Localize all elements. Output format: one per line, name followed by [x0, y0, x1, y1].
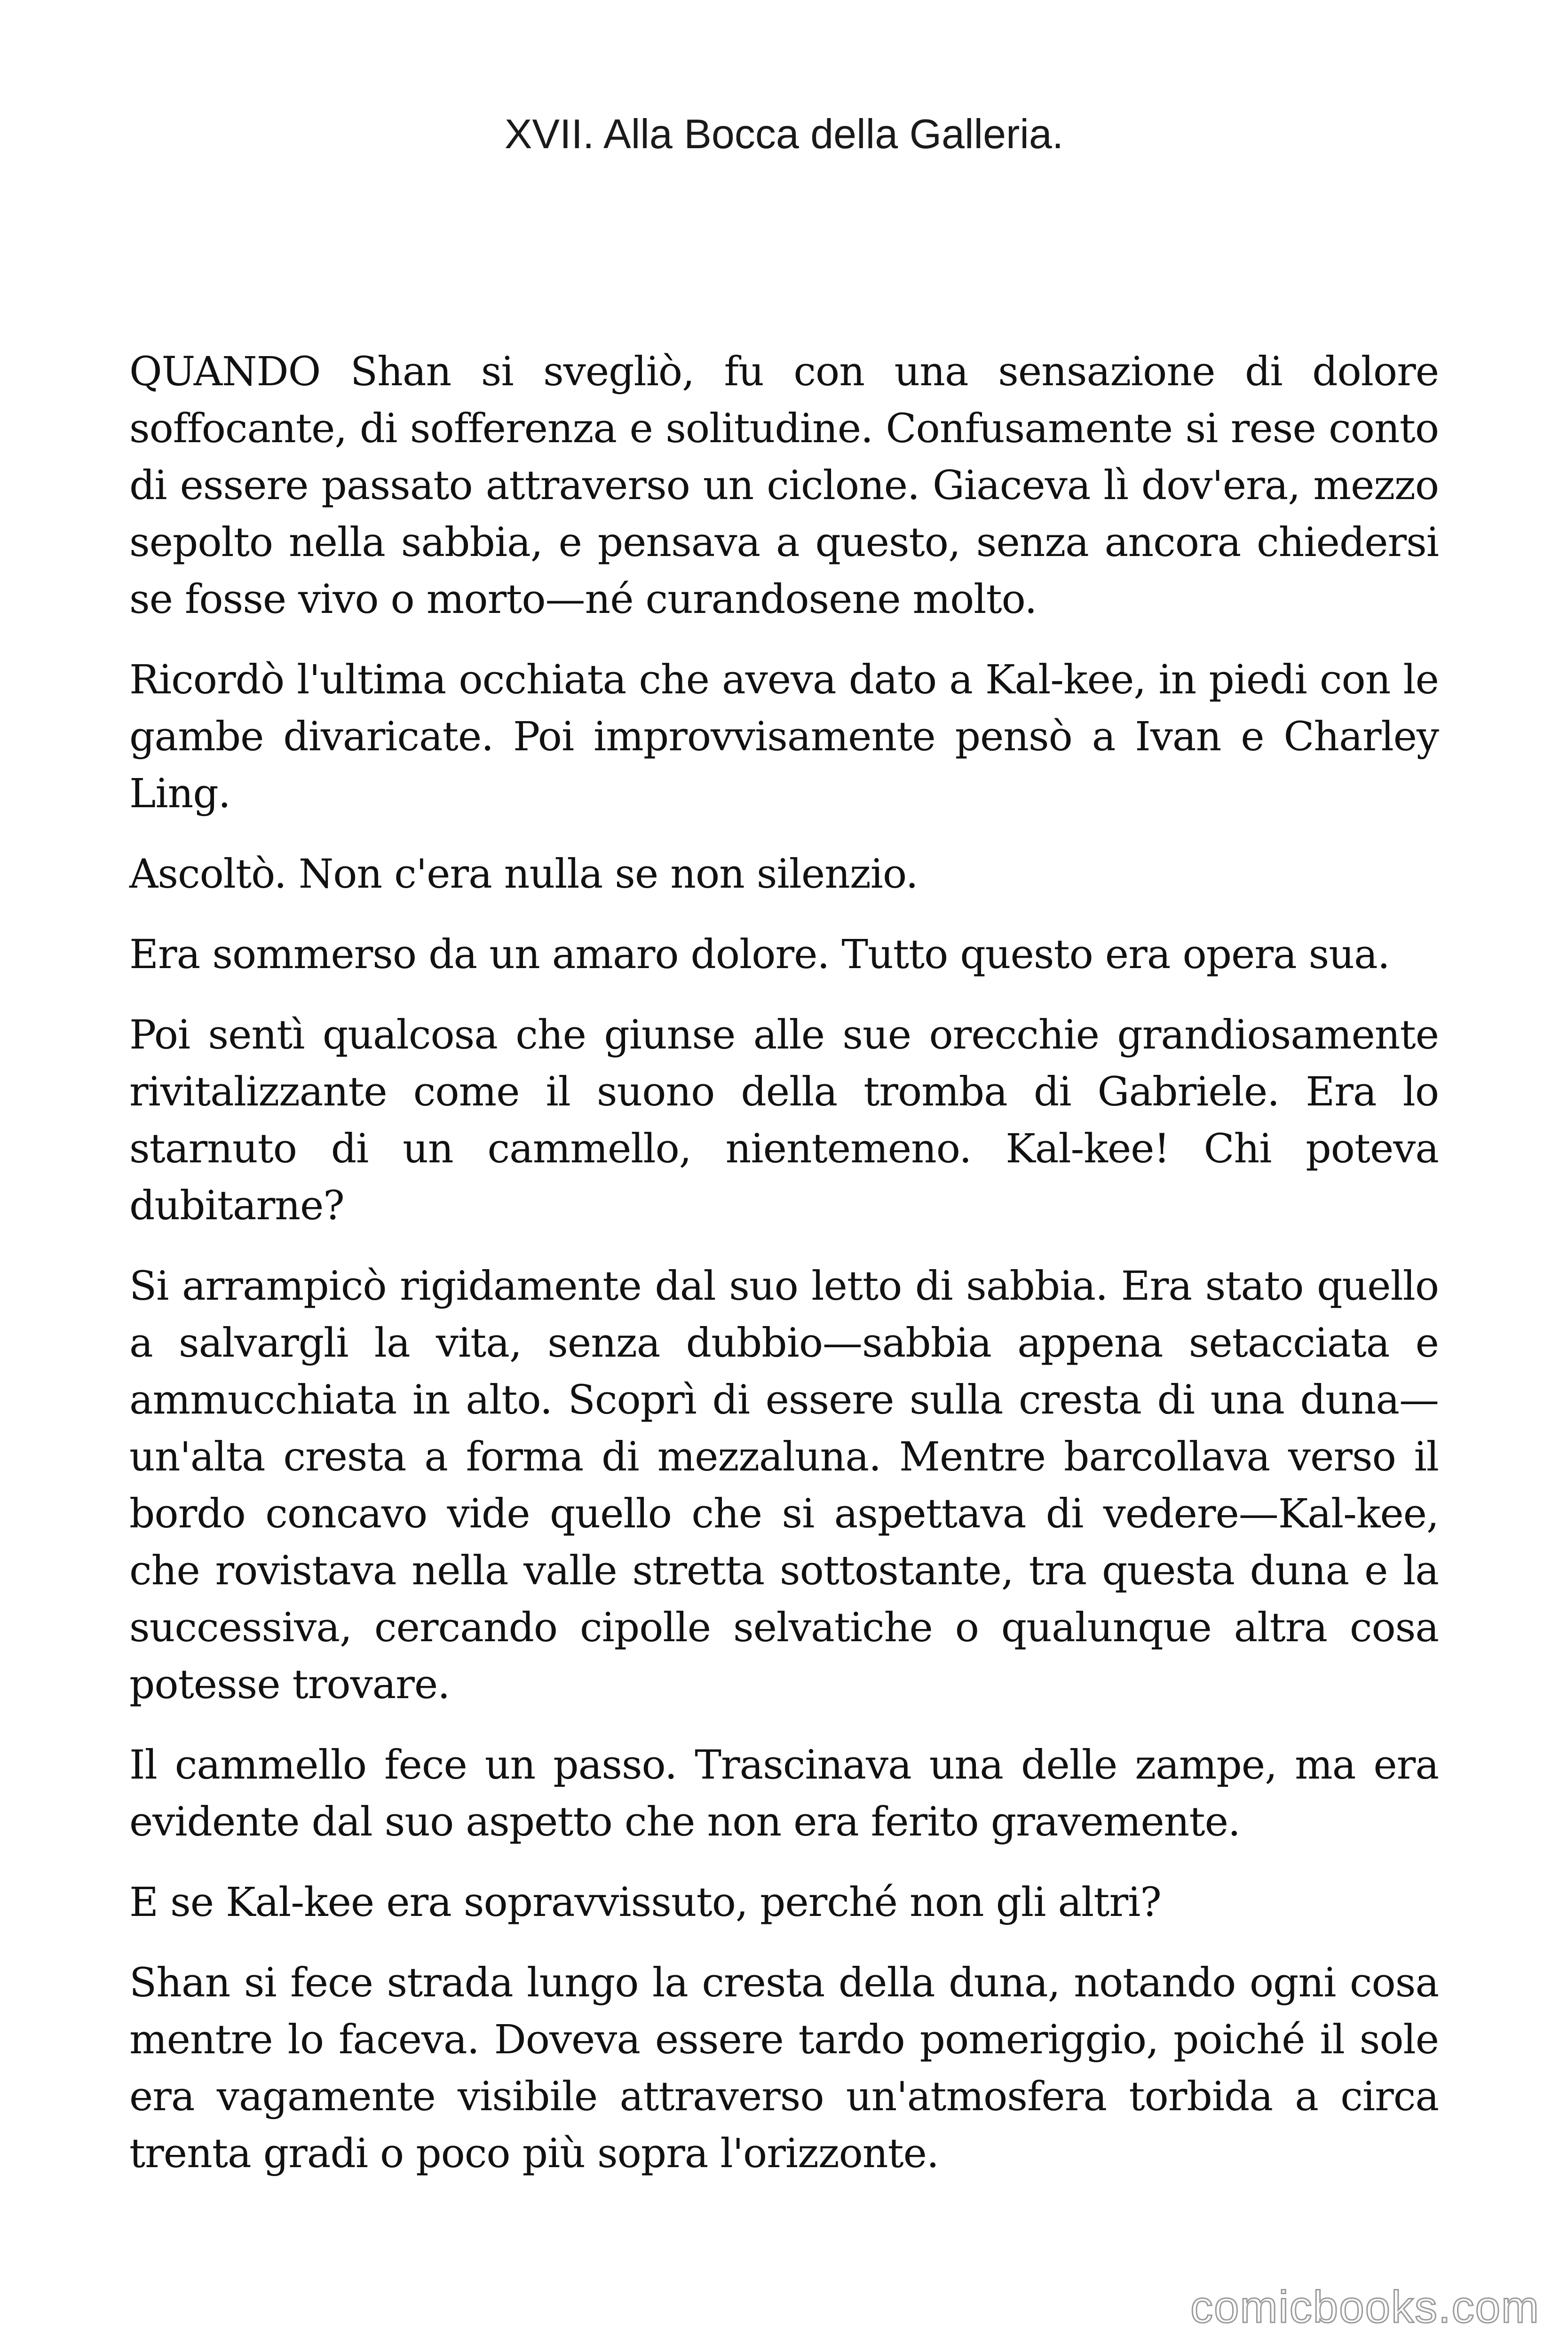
paragraph: Il cammello fece un passo. Trascinava una delle zampe, ma era evidente dal suo aspetto che non era ferito gravemente. [129, 1742, 1439, 1845]
paragraph: Shan si fece strada lungo la cresta della duna, notando ogni cosa mentre lo faceva. Doveva essere tardo pomeriggio, poiché il sole era vagamente visibile attraverso un'atmosfera torbida a circa trenta gradi o poco più sopra l'orizzonte. [129, 1960, 1439, 2177]
paragraph: Poi sentì qualcosa che giunse alle sue orecchie grandiosamente rivitalizzante come il suono della tromba di Gabriele. Era lo starnuto di un cammello, nientemeno. Kal-kee! Chi poteva dubitarne? [129, 1012, 1439, 1229]
site-watermark: comicbooks.com [1190, 2282, 1540, 2332]
chapter-title: XVII. Alla Bocca della Galleria. [504, 111, 1064, 157]
paragraph: Era sommerso da un amaro dolore. Tutto questo era opera sua. [129, 931, 1390, 978]
paragraph: E se Kal-kee era sopravvissuto, perché non gli altri? [129, 1879, 1161, 1926]
paragraph: Si arrampicò rigidamente dal suo letto di sabbia. Era stato quello a salvargli la vita, senza dubbio—sabbia appena setacciata e ammucchiata in alto. Scoprì di essere sulla cresta di una duna—un'alta cresta a forma di mezzaluna. Mentre barcollava verso il bordo concavo vide quello che si aspettava di vedere—Kal-kee, che rovistava nella valle stretta sottostante, tra questa duna e la successiva, cercando cipolle selvatiche o qualunque altra cosa potesse trovare. [129, 1263, 1439, 1708]
paragraph: Ricordò l'ultima occhiata che aveva dato a Kal-kee, in piedi con le gambe divaricate. Poi improvvisamente pensò a Ivan e Charley Ling. [129, 657, 1439, 817]
paragraph: Ascoltò. Non c'era nulla se non silenzio. [129, 851, 918, 898]
chapter-body [129, 343, 1439, 2206]
paragraph: QUANDO Shan si svegliò, fu con una sensazione di dolore soffocante, di sofferenza e solitudine. Confusamente si rese conto di essere passato attraverso un ciclone. Giaceva lì dov'era, mezzo sepolto nella sabbia, e pensava a questo, senza ancora chiedersi se fosse vivo o morto—né curandosene molto. [129, 349, 1439, 623]
